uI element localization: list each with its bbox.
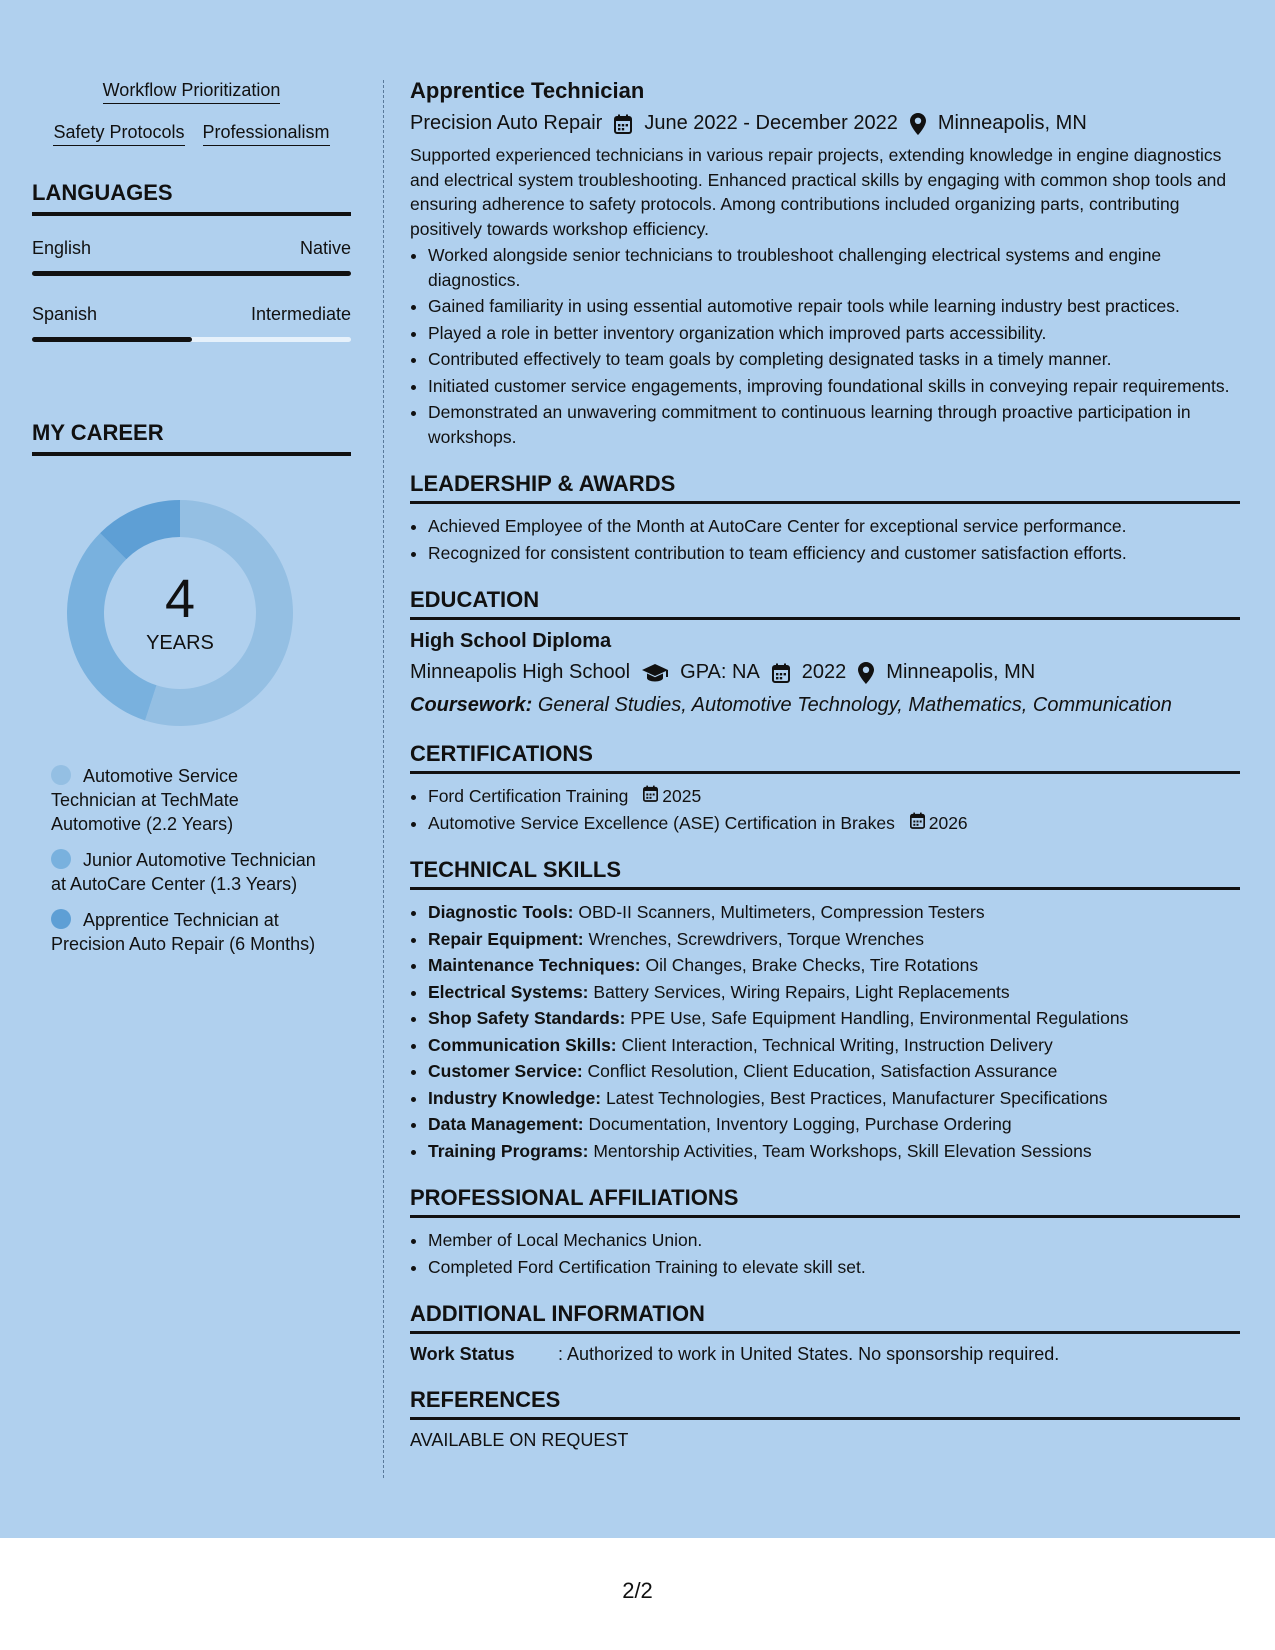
location-pin-icon: [910, 113, 926, 135]
career-total-unit: YEARS: [146, 631, 214, 654]
page-footer: [0, 1538, 1275, 1650]
career-legend-label: Apprentice Technician at Precision Auto Repair (6 Months): [51, 910, 316, 954]
language-bar: [32, 337, 351, 342]
technical-skill-item: [428, 927, 1240, 952]
job-bullet: • Contributed effectively to team goals by completing designated tasks in a timely manner.: [428, 347, 1240, 372]
career-legend-label: Junior Automotive Technician at AutoCare Center (1.3 Years): [51, 850, 316, 894]
skill-tags-row-2: [32, 122, 351, 146]
technical-skill-item: [428, 1033, 1240, 1058]
technical-skills-heading: TECHNICAL SKILLS: [410, 857, 1240, 890]
job-bullet: • Initiated customer service engagements, improving foundational skills in conveying repair requirements.: [428, 374, 1240, 399]
job-location: Minneapolis, MN: [937, 112, 1087, 134]
skill-tags-row-1: [32, 80, 351, 104]
skill-category: Communication Skills:: [428, 1034, 617, 1055]
additional-info-heading: ADDITIONAL INFORMATION: [410, 1301, 1240, 1334]
language-bar: [32, 271, 351, 276]
language-level: Intermediate: [250, 304, 351, 324]
certifications-heading: CERTIFICATIONS: [410, 741, 1240, 774]
career-heading: MY CAREER: [32, 420, 351, 456]
references-text: AVAILABLE ON REQUEST: [410, 1430, 629, 1450]
legend-dot: [51, 909, 71, 929]
skill-category: Customer Service:: [428, 1061, 583, 1081]
references-heading: REFERENCES: [410, 1387, 1240, 1420]
technical-skills-list: [410, 900, 1240, 1163]
education-year: 2022: [801, 661, 847, 683]
skill-details: Documentation, Inventory Logging, Purchase Ordering: [588, 1114, 1012, 1134]
education-meta: [410, 661, 1240, 684]
skill-category: Industry Knowledge:: [428, 1087, 602, 1108]
certification-year: 2025: [662, 786, 702, 806]
leadership-item: • Achieved Employee of the Month at AutoCare Center for exceptional service performance.: [428, 514, 1240, 539]
job-bullets: [410, 243, 1240, 449]
language-bar-fill: [32, 337, 192, 342]
language-item: [32, 304, 351, 342]
skill-details: Latest Technologies, Best Practices, Manufacturer Specifications: [605, 1087, 1108, 1108]
leadership-item: • Recognized for consistent contribution to team efficiency and customer satisfaction efforts.: [428, 541, 1240, 566]
main-content: [410, 78, 1240, 1451]
technical-skill-item: [428, 953, 1240, 978]
job-title: Apprentice Technician: [410, 78, 645, 103]
job-dates: June 2022 - December 2022: [644, 112, 898, 134]
work-status-row: [410, 1344, 1240, 1365]
technical-skill-item: [428, 1112, 1240, 1137]
sidebar: [32, 80, 351, 968]
language-name: English: [32, 238, 92, 258]
job-bullet: • Gained familiarity in using essential automotive repair tools while learning industry best practices.: [428, 294, 1240, 319]
calendar-icon: [772, 663, 790, 683]
language-bar-fill: [32, 271, 351, 276]
job-summary: Supported experienced technicians in various repair projects, extending knowledge in engine diagnostics and electrical system troubleshooting. Enhanced practical skills by engaging with common shop tools and ensuring adherence to safety protocols. Among contributions included organizing parts, contributing positively towards workshop efficiency.: [410, 145, 1227, 239]
certification-name: Ford Certification Training: [428, 786, 629, 806]
education-degree: High School Diploma: [410, 630, 612, 652]
calendar-icon: [643, 784, 658, 809]
technical-skill-item: [428, 1086, 1240, 1111]
education-coursework: [410, 694, 1240, 717]
skill-details: Wrenches, Screwdrivers, Torque Wrenches: [588, 928, 925, 949]
coursework-label: Coursework:: [410, 694, 533, 716]
language-level: Native: [299, 238, 351, 258]
certification-item: [428, 811, 1240, 836]
certification-name: Automotive Service Excellence (ASE) Certification in Brakes: [428, 812, 895, 833]
technical-skill-item: [428, 1059, 1240, 1084]
technical-skill-item: [428, 1139, 1240, 1164]
skill-details: Client Interaction, Technical Writing, Instruction Delivery: [621, 1034, 1053, 1055]
job-bullet: • Played a role in better inventory organization which improved parts accessibility.: [428, 321, 1240, 346]
skill-tag: Safety Protocols: [53, 122, 184, 146]
affiliations-heading: PROFESSIONAL AFFILIATIONS: [410, 1185, 1240, 1218]
skill-category: Training Programs:: [428, 1140, 589, 1161]
career-legend: [32, 764, 322, 956]
calendar-icon: [910, 811, 925, 836]
leadership-list: [410, 514, 1240, 565]
languages-heading: LANGUAGES: [32, 180, 351, 216]
job-bullet: • Demonstrated an unwavering commitment to continuous learning through proactive participation in workshops.: [428, 400, 1240, 449]
column-divider: [383, 80, 384, 1478]
job-bullet: • Worked alongside senior technicians to troubleshoot challenging electrical systems and engine diagnostics.: [428, 243, 1240, 292]
job-meta: [410, 112, 1240, 135]
affiliations-list: [410, 1228, 1240, 1279]
career-legend-item: [51, 908, 322, 956]
technical-skill-item: [428, 980, 1240, 1005]
language-name: Spanish: [32, 304, 98, 324]
skill-details: Battery Services, Wiring Repairs, Light Replacements: [593, 981, 1010, 1002]
skill-details: OBD-II Scanners, Multimeters, Compression Testers: [578, 902, 985, 922]
graduation-cap-icon: [642, 663, 668, 683]
work-status-label: Work Status: [410, 1344, 515, 1364]
skill-details: Conflict Resolution, Client Education, Satisfaction Assurance: [587, 1061, 1058, 1081]
legend-dot: [51, 849, 71, 869]
career-legend-label: Automotive Service Technician at TechMate Automotive (2.2 Years): [51, 766, 239, 834]
skill-category: Diagnostic Tools:: [428, 902, 574, 922]
affiliation-item: • Completed Ford Certification Training to elevate skill set.: [428, 1255, 1240, 1280]
skill-category: Repair Equipment:: [428, 928, 584, 949]
technical-skill-item: [428, 1006, 1240, 1031]
page-number: 2/2: [622, 1578, 653, 1603]
education-gpa: GPA: NA: [680, 661, 760, 683]
certification-item: [428, 784, 1240, 809]
career-legend-item: [51, 848, 322, 896]
skill-category: Data Management:: [428, 1114, 584, 1134]
legend-dot: [51, 765, 71, 785]
certifications-list: [410, 784, 1240, 835]
education-heading: EDUCATION: [410, 587, 1240, 620]
leadership-heading: LEADERSHIP & AWARDS: [410, 471, 1240, 504]
skill-category: Electrical Systems:: [428, 981, 589, 1002]
coursework-text: General Studies, Automotive Technology, Mathematics, Communication: [537, 694, 1172, 716]
education-location: Minneapolis, MN: [886, 661, 1036, 683]
job-company: Precision Auto Repair: [410, 112, 603, 134]
skill-details: Mentorship Activities, Team Workshops, Skill Elevation Sessions: [593, 1140, 1092, 1161]
career-total-years: 4: [164, 568, 196, 629]
skill-details: Oil Changes, Brake Checks, Tire Rotations: [645, 955, 979, 975]
skill-category: Maintenance Techniques:: [428, 955, 641, 975]
career-legend-item: [51, 764, 322, 836]
location-pin-icon: [858, 662, 874, 684]
skill-tag: Workflow Prioritization: [103, 80, 281, 104]
calendar-icon: [614, 114, 632, 134]
certification-year: 2026: [928, 812, 968, 833]
technical-skill-item: [428, 900, 1240, 925]
affiliation-item: • Member of Local Mechanics Union.: [428, 1228, 1240, 1253]
skill-category: Shop Safety Standards:: [428, 1008, 626, 1028]
skill-tag: Professionalism: [203, 122, 330, 146]
education-school: Minneapolis High School: [410, 661, 631, 683]
work-status-value: : Authorized to work in United States. No sponsorship required.: [558, 1344, 1060, 1364]
language-item: [32, 238, 351, 276]
skill-details: PPE Use, Safe Equipment Handling, Environmental Regulations: [630, 1008, 1129, 1028]
career-donut-chart: [65, 498, 295, 728]
